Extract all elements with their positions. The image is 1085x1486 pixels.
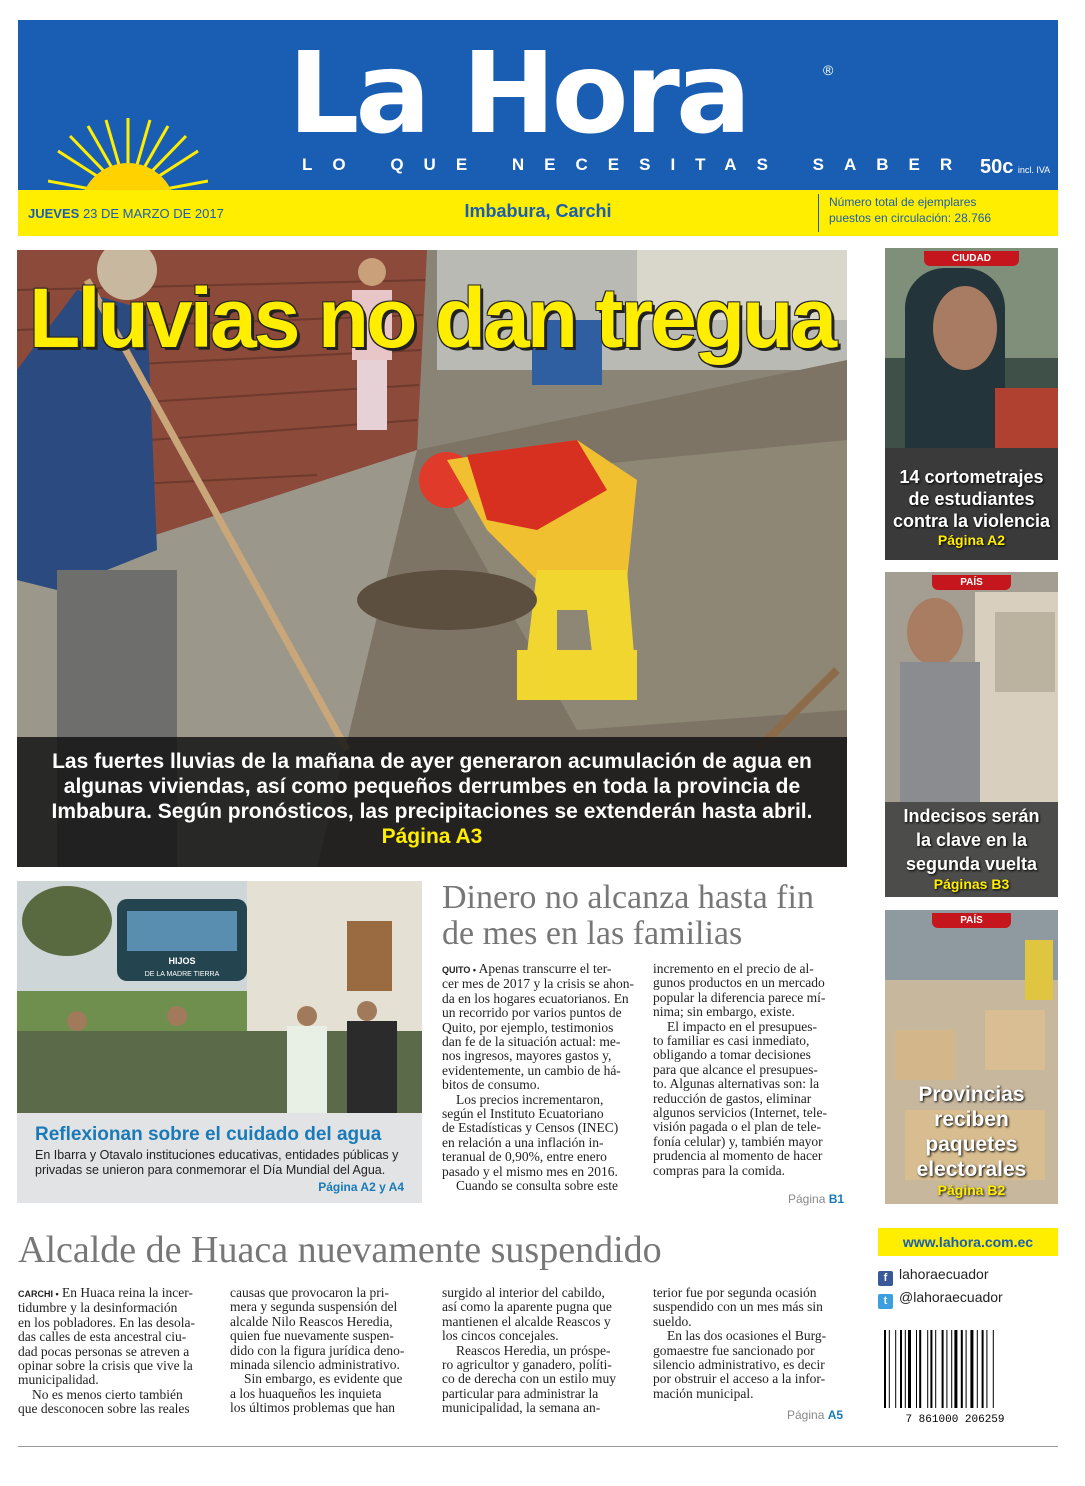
barcode-bar bbox=[977, 1330, 978, 1408]
article-line: causas que provocaron la pri- bbox=[230, 1285, 389, 1300]
page-number: A5 bbox=[827, 1408, 844, 1422]
article-line: mera y segunda suspensión del bbox=[230, 1299, 398, 1315]
article-line: de Estadísticas y Censos (INEC) bbox=[442, 1120, 619, 1136]
article-line: nima; sin embargo, existe. bbox=[653, 1004, 795, 1020]
barcode-bar bbox=[919, 1330, 921, 1408]
dateline: QUITO • bbox=[442, 965, 476, 975]
registered-mark: ® bbox=[823, 62, 834, 78]
barcode bbox=[880, 1330, 1030, 1425]
photo-story-line: privadas se unieron para conmemorar el Día Mundial del Agua. bbox=[35, 1163, 386, 1177]
article-line: alcalde Nilo Reascos Heredia, bbox=[230, 1313, 393, 1329]
article-line: El impacto en el presupues- bbox=[667, 1018, 817, 1034]
article-line: opinar sobre la crisis que vive la bbox=[18, 1358, 193, 1374]
barcode-bar bbox=[946, 1330, 947, 1408]
article-line: incremento en el precio de al- bbox=[653, 961, 814, 976]
article-line: dad pocas personas se atreven a bbox=[18, 1343, 190, 1359]
caption-line: algunas viviendas, así como pequeños derrumbes en toda la provincia de bbox=[63, 775, 801, 798]
barcode-bar bbox=[982, 1330, 984, 1408]
teaser-line: de estudiantes bbox=[908, 489, 1035, 509]
article-line: según el Instituto Ecuatoriano bbox=[442, 1106, 604, 1122]
article1-page-ref[interactable] bbox=[788, 1192, 844, 1206]
price-value: 50c bbox=[980, 156, 1014, 178]
photo-story-line: En Ibarra y Otavalo instituciones educativas, entidades públicas y bbox=[35, 1148, 399, 1162]
article-line: minada silencio administrativo. bbox=[230, 1357, 400, 1373]
twitter-handle: @lahoraecuador bbox=[899, 1289, 1003, 1305]
article-line: pasado y el mismo mes en 2016. bbox=[442, 1163, 618, 1179]
dateline: CARCHI • bbox=[18, 1289, 59, 1299]
article-line: que desconocen sobre las reales bbox=[18, 1401, 190, 1417]
photo-story-page-ref[interactable]: Página A2 y A4 bbox=[318, 1180, 404, 1194]
lead-headline: Lluvias no dan tregua bbox=[29, 271, 835, 365]
section-label: CIUDAD bbox=[924, 251, 1019, 266]
barcode-bar bbox=[895, 1330, 896, 1408]
article2-column-2 bbox=[230, 1286, 422, 1416]
date-bar bbox=[18, 190, 1058, 236]
article-line: bitos de consumo. bbox=[442, 1077, 540, 1093]
article-line: tidumbre y la desinformación bbox=[18, 1300, 178, 1316]
article-line: los cincos concejales. bbox=[442, 1328, 559, 1344]
barcode-bar bbox=[908, 1330, 911, 1408]
article-line: dan fe de la situación actual: me- bbox=[442, 1034, 621, 1050]
page-number: B1 bbox=[828, 1192, 845, 1206]
banner-text: HIJOS bbox=[168, 956, 196, 966]
date-text: 23 DE MARZO DE 2017 bbox=[82, 206, 224, 221]
photo-story-text bbox=[35, 1148, 415, 1178]
section-tab bbox=[885, 572, 1058, 588]
article-line: algunos servicios (Internet, tele- bbox=[653, 1105, 827, 1121]
circulation-info bbox=[818, 194, 1058, 232]
bottom-rule bbox=[18, 1446, 1058, 1447]
article-line: surgido al interior del cabildo, bbox=[442, 1285, 605, 1300]
banner-text: DE LA MADRE TIERRA bbox=[144, 971, 220, 978]
page-label: Página bbox=[788, 1192, 826, 1206]
article-line: Quito, por ejemplo, testimonios bbox=[442, 1019, 614, 1035]
barcode-bar bbox=[993, 1330, 994, 1408]
article-line: terior fue por segunda ocasión bbox=[653, 1285, 817, 1300]
barcode-bar bbox=[935, 1330, 936, 1408]
barcode-number: 7 861000 206259 bbox=[905, 1414, 1005, 1425]
article-line: silencio administrativo, es decir bbox=[653, 1357, 825, 1373]
facebook-link[interactable] bbox=[878, 1266, 989, 1286]
article-line: en relación a una inflación in- bbox=[442, 1134, 604, 1150]
teaser-line: 14 cortometrajes bbox=[899, 467, 1044, 487]
price-note: incl. IVA bbox=[1017, 165, 1051, 175]
teaser-headline bbox=[885, 804, 1058, 893]
barcode-bar bbox=[951, 1330, 952, 1408]
headline-line: de mes en las familias bbox=[442, 914, 743, 952]
teaser-headline bbox=[885, 1082, 1058, 1199]
article-line: municipalidad, la semana an- bbox=[442, 1400, 601, 1416]
article-line: popular la diferencia parece mí- bbox=[653, 989, 826, 1005]
teaser-line: Provincias bbox=[918, 1083, 1025, 1106]
article-line: quien fue nuevamente suspen- bbox=[230, 1328, 394, 1344]
article2-column-3 bbox=[442, 1286, 634, 1416]
facebook-icon: f bbox=[878, 1271, 893, 1286]
article-line: ro agricultor y ganadero, políti- bbox=[442, 1357, 612, 1373]
teaser-pais-provinces[interactable] bbox=[885, 910, 1058, 1204]
barcode-bar bbox=[966, 1330, 967, 1408]
circulation-line: Número total de ejemplares bbox=[829, 195, 977, 209]
teaser-pais-elections[interactable] bbox=[885, 572, 1058, 897]
article-line: prudencia al momento de hacer bbox=[653, 1148, 823, 1164]
barcode-bar bbox=[889, 1330, 890, 1408]
barcode-bar bbox=[927, 1330, 928, 1408]
section-tab bbox=[885, 910, 1058, 926]
caption-line: Imbabura. Según pronósticos, las precipitaciones se extenderán hasta abril. bbox=[51, 800, 813, 823]
barcode-bar bbox=[884, 1330, 886, 1408]
article-line: En las dos ocasiones el Burg- bbox=[667, 1328, 827, 1344]
article1-headline[interactable] bbox=[442, 880, 814, 951]
article-line: das calles de esta ancestral ciu- bbox=[18, 1329, 187, 1345]
teaser-ciudad[interactable] bbox=[885, 248, 1058, 560]
article-line: to familiar es casi inmediato, bbox=[653, 1033, 810, 1049]
article-line: gomaestre fue sancionado por bbox=[653, 1342, 815, 1358]
article2-column-1 bbox=[18, 1286, 210, 1417]
article-line: Sin embargo, es evidente que bbox=[244, 1371, 403, 1387]
article-line: para que alcance el presupues- bbox=[653, 1061, 818, 1077]
teaser-line: contra la violencia bbox=[892, 511, 1051, 531]
article-line: dido con la figura jurídica deno- bbox=[230, 1342, 405, 1358]
barcode-bar bbox=[954, 1330, 957, 1408]
article-line: mación municipal. bbox=[653, 1385, 754, 1401]
photo-story-title: Reflexionan sobre el cuidado del agua bbox=[35, 1124, 382, 1145]
teaser-page-ref[interactable]: Página B2 bbox=[937, 1182, 1006, 1198]
photo-story-water[interactable] bbox=[17, 881, 422, 1203]
barcode-bar bbox=[905, 1330, 906, 1408]
teaser-line: paquetes bbox=[925, 1133, 1018, 1156]
barcode-bar bbox=[930, 1330, 932, 1408]
article-line: a los huaqueños les inquieta bbox=[230, 1385, 382, 1401]
headline-line: Dinero no alcanza hasta fin bbox=[442, 879, 814, 916]
article1-column-2 bbox=[653, 962, 845, 1178]
barcode-bar bbox=[961, 1330, 963, 1408]
article-line: por obstruir el acceso a la infor- bbox=[653, 1371, 826, 1387]
page-label: Página bbox=[787, 1408, 825, 1422]
article-line: da en los hogares ecuatorianos. En bbox=[442, 990, 629, 1006]
teaser-line: reciben bbox=[934, 1108, 1009, 1131]
twitter-link[interactable] bbox=[878, 1289, 1003, 1309]
story-photo bbox=[17, 881, 422, 1113]
article2-column-4 bbox=[653, 1286, 845, 1401]
lead-page-ref[interactable]: Página A3 bbox=[381, 825, 483, 848]
article-line: cer mes de 2017 y la crisis se ahon- bbox=[442, 976, 634, 992]
teaser-line: la clave en la bbox=[915, 830, 1028, 850]
article-line: compras para la comida. bbox=[653, 1162, 785, 1178]
article1-column-1 bbox=[442, 962, 634, 1194]
barcode-bar bbox=[970, 1330, 973, 1408]
masthead bbox=[18, 20, 1058, 190]
article-line: en los pobladores. En las desola- bbox=[18, 1314, 195, 1330]
lead-story[interactable] bbox=[17, 250, 847, 867]
article-line: sueldo. bbox=[653, 1313, 692, 1329]
article-line: particular para administrar la bbox=[442, 1385, 599, 1401]
teaser-headline bbox=[885, 466, 1058, 549]
article-line: gunos productos en un mercado bbox=[653, 975, 825, 991]
article-line: to. Algunas alternativas son: la bbox=[653, 1076, 820, 1092]
article-line: obligando a tomar decisiones bbox=[653, 1047, 811, 1063]
teaser-page-ref[interactable]: Páginas B3 bbox=[933, 876, 1010, 892]
article2-headline[interactable]: Alcalde de Huaca nuevamente suspendido bbox=[18, 1229, 662, 1271]
article-line: suspendido con un mes más sin bbox=[653, 1299, 823, 1315]
section-tab bbox=[885, 248, 1058, 264]
article-line: co de derecha con un estilo muy bbox=[442, 1371, 616, 1387]
sun-logo-icon bbox=[48, 116, 208, 190]
caption-line: Las fuertes lluvias de la mañana de ayer generaron acumulación de agua en bbox=[52, 750, 812, 773]
article-line: reducción de gastos, eliminar bbox=[653, 1090, 812, 1106]
article-line: No es menos cierto también bbox=[32, 1386, 183, 1402]
article-line: CARCHI • En Huaca reina la incer- bbox=[18, 1285, 193, 1300]
teaser-page-ref[interactable]: Página A2 bbox=[937, 532, 1006, 548]
article-line: fonía celular) y, también mayor bbox=[653, 1133, 823, 1149]
parade-photo bbox=[17, 881, 422, 1113]
barcode-bar bbox=[900, 1330, 902, 1408]
twitter-icon: t bbox=[878, 1294, 893, 1309]
slogan: LO QUE NECESITAS SABER bbox=[302, 155, 973, 174]
article2-page-ref[interactable] bbox=[787, 1408, 843, 1422]
section-label: PAÍS bbox=[932, 913, 1011, 928]
newspaper-title: La Hora bbox=[288, 29, 748, 159]
edition-region: Imbabura, Carchi bbox=[464, 201, 612, 221]
article-line: Cuando se consulta sobre este bbox=[456, 1178, 618, 1194]
section-label: PAÍS bbox=[932, 575, 1011, 590]
circulation-line: puestos en circulación: 28.766 bbox=[829, 211, 992, 225]
article-line: Los precios incrementaron, bbox=[456, 1091, 604, 1107]
website-link[interactable]: www.lahora.com.ec bbox=[878, 1228, 1058, 1256]
article-line: mantienen el alcalde Reascos y bbox=[442, 1313, 611, 1329]
lead-caption bbox=[17, 737, 847, 867]
facebook-handle: lahoraecuador bbox=[899, 1266, 989, 1282]
article-line: los últimos problemas que han bbox=[230, 1400, 395, 1416]
article-line: municipalidad. bbox=[18, 1372, 99, 1388]
article-line: QUITO • Apenas transcurre el ter- bbox=[442, 961, 612, 976]
barcode-bar bbox=[986, 1330, 987, 1408]
article-line: un recorrido por varios puntos de bbox=[442, 1005, 622, 1021]
article-line: visión pagada o el plan de tele- bbox=[653, 1119, 821, 1135]
article-line: nos ingresos, mayores gastos y, bbox=[442, 1048, 612, 1064]
article-line: teranual de 0,90%, entre enero bbox=[442, 1149, 607, 1165]
barcode-bar bbox=[942, 1330, 944, 1408]
price bbox=[980, 156, 1050, 179]
teaser-line: electorales bbox=[916, 1158, 1027, 1181]
article-line: Reascos Heredia, un próspe- bbox=[456, 1342, 611, 1358]
weekday: JUEVES bbox=[28, 206, 80, 221]
teaser-line: Indecisos serán bbox=[903, 806, 1040, 826]
article-line: evidentemente, un cambio de há- bbox=[442, 1062, 621, 1078]
barcode-bar bbox=[916, 1330, 917, 1408]
teaser-line: segunda vuelta bbox=[905, 854, 1038, 874]
article-line: así como la aparente pugna que bbox=[442, 1299, 612, 1315]
